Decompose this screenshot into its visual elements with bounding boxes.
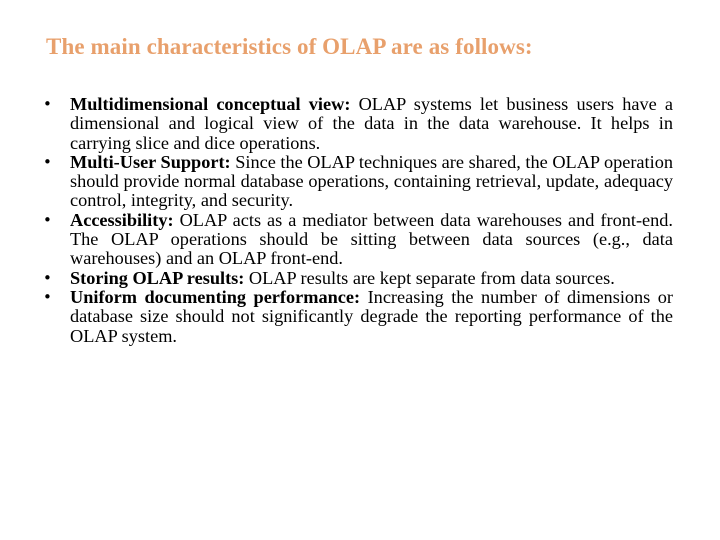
list-item [43, 95, 673, 153]
item-text: OLAP results are kept separate from data sources. [244, 267, 615, 288]
item-text: Increasing the number of dimensions or database size should not significantly degrade the reporting performance of the OLAP system. [70, 286, 673, 346]
slide-title: The main characteristics of OLAP are as follows: [46, 34, 533, 59]
item-term: Multidimensional conceptual view: [70, 94, 351, 114]
bullet-icon: • [43, 95, 52, 113]
bullet-icon: • [43, 152, 52, 171]
item-term: Multi-User Support: [70, 151, 231, 172]
list-item [43, 153, 673, 211]
item-term: Storing OLAP results: [70, 267, 245, 288]
item-text: Since the OLAP techniques are shared, the OLAP operation should provide normal database operations, containing retrieval, update, adequacy control, integrity, and security. [70, 151, 673, 211]
bullet-icon: • [43, 268, 52, 287]
bullet-icon: • [43, 287, 52, 306]
item-term: Uniform documenting performance: [70, 286, 361, 307]
item-text: OLAP systems let business users have a dimensional and logical view of the data in the data warehouse. It helps in carrying slice and dice operations. [70, 94, 673, 153]
bullet-icon: • [43, 210, 52, 229]
list-item [43, 211, 673, 269]
list-item [43, 288, 673, 346]
list-item [43, 269, 673, 288]
item-term: Accessibility: [70, 209, 174, 230]
item-text: OLAP acts as a mediator between data warehouses and front-end. The OLAP operations should be sitting between data sources (e.g., data warehouses) and an OLAP front-end. [70, 209, 673, 269]
characteristics-list [43, 95, 673, 346]
